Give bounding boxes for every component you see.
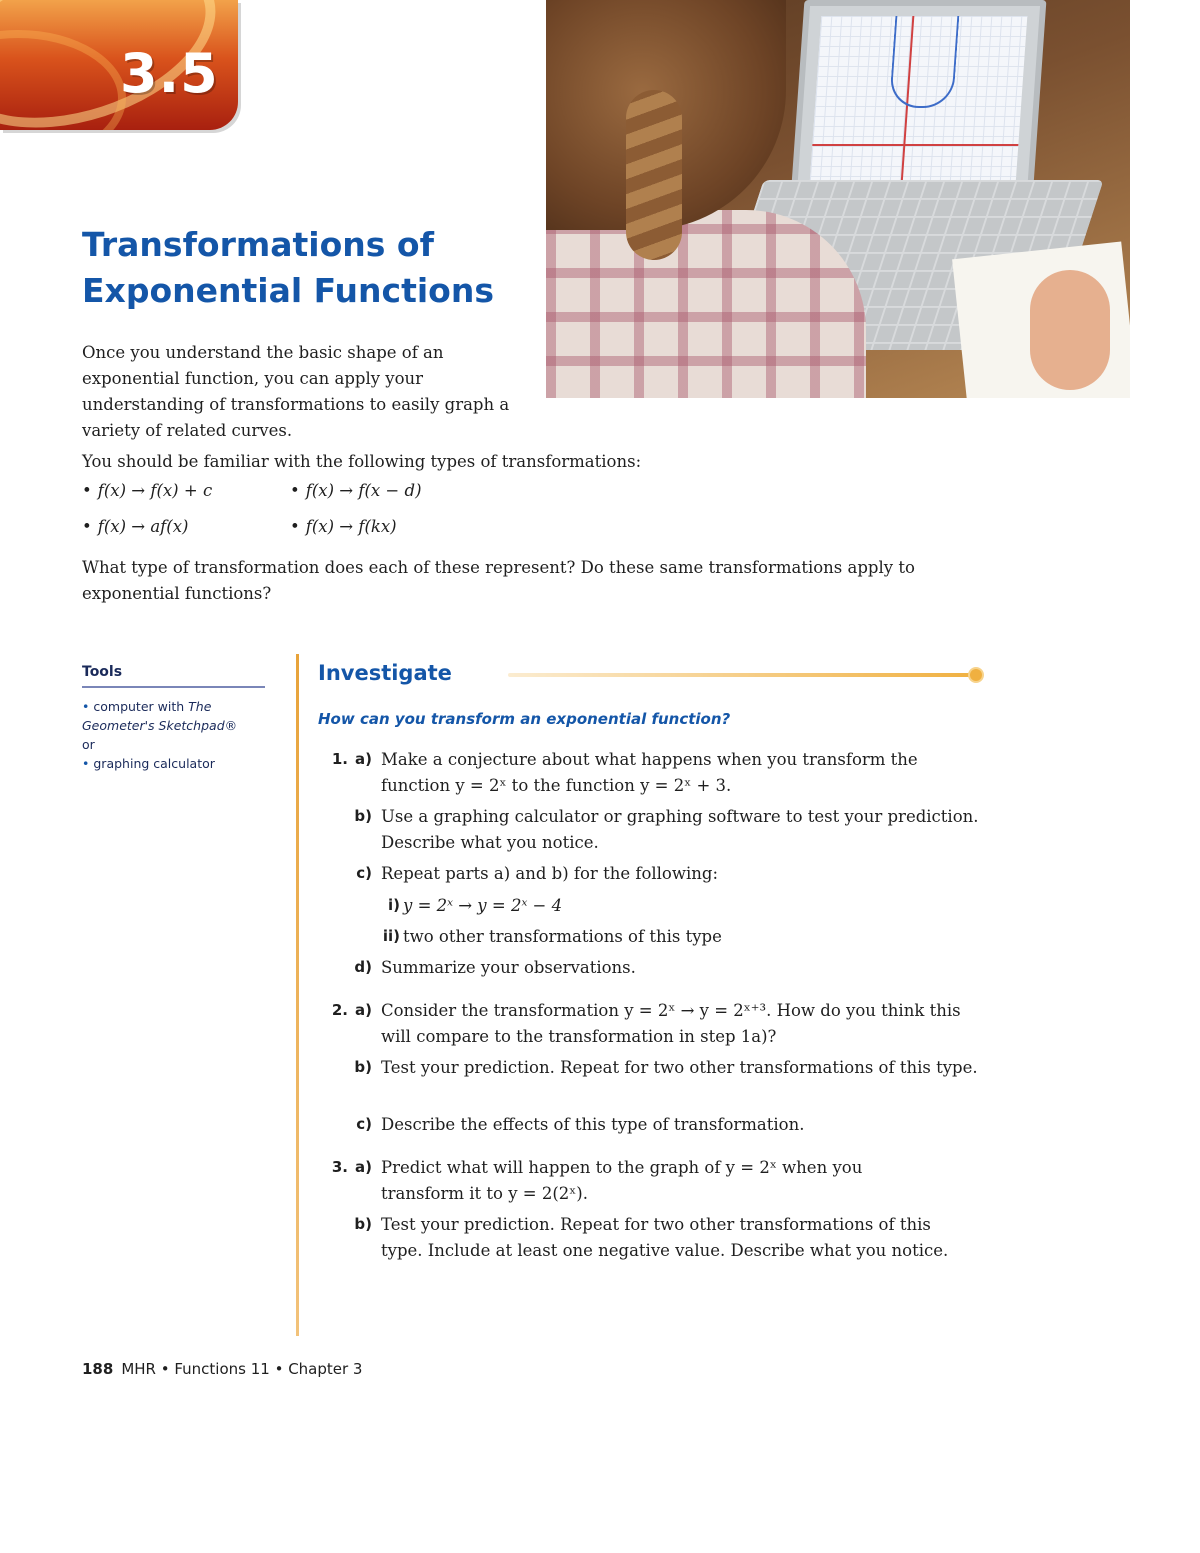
step-1c-i-text: y = 2ˣ → y = 2ˣ − 4 (403, 896, 563, 915)
vertical-rule (296, 654, 299, 1336)
transformation-bullet: • f(x) → af(x) (82, 517, 189, 536)
step-2c-text: Describe the effects of this type of transformation. (381, 1115, 805, 1134)
step-1d-text: Summarize your observations. (381, 958, 636, 977)
step-2a-text: Consider the transformation y = 2ˣ → y = 2ˣ⁺³. How do you think this will compare to the transformation in step 1a)? (381, 1001, 961, 1046)
investigate-bar (508, 673, 978, 677)
section-number: 3.5 (120, 42, 219, 105)
page-number: 188 (82, 1360, 114, 1378)
step-3a-text: Predict what will happen to the graph of y = 2ˣ when you transform it to y = 2(2ˣ). (381, 1158, 863, 1203)
transformation-bullet: • f(x) → f(x − d) (290, 481, 422, 500)
title-line-1: Transformations of (82, 225, 434, 264)
intro-paragraph-3: What type of transformation does each of these represent? Do these same transformations apply to exponential functions? (82, 558, 915, 603)
step-1c-ii-text: two other transformations of this type (403, 927, 722, 946)
footer-text: MHR • Functions 11 • Chapter 3 (121, 1360, 363, 1378)
transformation-bullet: • f(x) → f(x) + c (82, 481, 213, 500)
step-part-label: b) (354, 807, 372, 825)
step-part-label: d) (354, 958, 372, 976)
step-part-label: b) (354, 1215, 372, 1233)
section-tab (0, 0, 238, 130)
step-1a-text: Make a conjecture about what happens when you transform the function y = 2ˣ to the function y = 2ˣ + 3. (381, 750, 918, 795)
page-title (82, 222, 542, 314)
step-part-label: a) (355, 1001, 372, 1019)
step-part-label: a) (355, 1158, 372, 1176)
title-line-2: Exponential Functions (82, 271, 494, 310)
step-2b-text: Test your prediction. Repeat for two other transformations of this type. (381, 1058, 978, 1077)
step-part-label: a) (355, 750, 372, 768)
step-number: 1. (331, 750, 348, 768)
page-footer (82, 1360, 362, 1378)
transformation-bullet: • f(x) → f(kx) (290, 517, 397, 536)
tools-heading: Tools (82, 664, 265, 688)
step-1c-text: Repeat parts a) and b) for the following: (381, 864, 719, 883)
tool-item-computer: • computer with The Geometer's Sketchpad® (82, 699, 238, 733)
tools-separator: or (82, 737, 95, 752)
student-laptop-photo (546, 0, 1130, 398)
step-1b-text: Use a graphing calculator or graphing software to test your prediction. Describe what you notice. (381, 807, 979, 852)
step-subpart-label: ii) (382, 927, 400, 945)
investigate-knob (968, 667, 984, 683)
intro-paragraph-2: You should be familiar with the following types of transformations: (82, 452, 642, 471)
step-subpart-label: i) (388, 896, 400, 914)
arm-image (1030, 270, 1110, 390)
step-3b-text: Test your prediction. Repeat for two other transformations of this type. Include at least one negative value. Describe what you notice. (381, 1215, 949, 1260)
investigate-question: How can you transform an exponential function? (318, 710, 731, 728)
step-number: 2. (331, 1001, 348, 1019)
tools-list (82, 697, 282, 773)
step-part-label: c) (356, 1115, 372, 1133)
shirt-image (546, 210, 866, 398)
step-part-label: c) (356, 864, 372, 882)
intro-paragraph-1: Once you understand the basic shape of an exponential function, you can apply your understanding of transformations to easily graph a variety of related curves. (82, 343, 510, 440)
braid-image (626, 90, 682, 260)
investigate-heading: Investigate (318, 661, 452, 685)
step-number: 3. (331, 1158, 348, 1176)
tool-item-calculator: • graphing calculator (82, 756, 215, 771)
step-part-label: b) (354, 1058, 372, 1076)
